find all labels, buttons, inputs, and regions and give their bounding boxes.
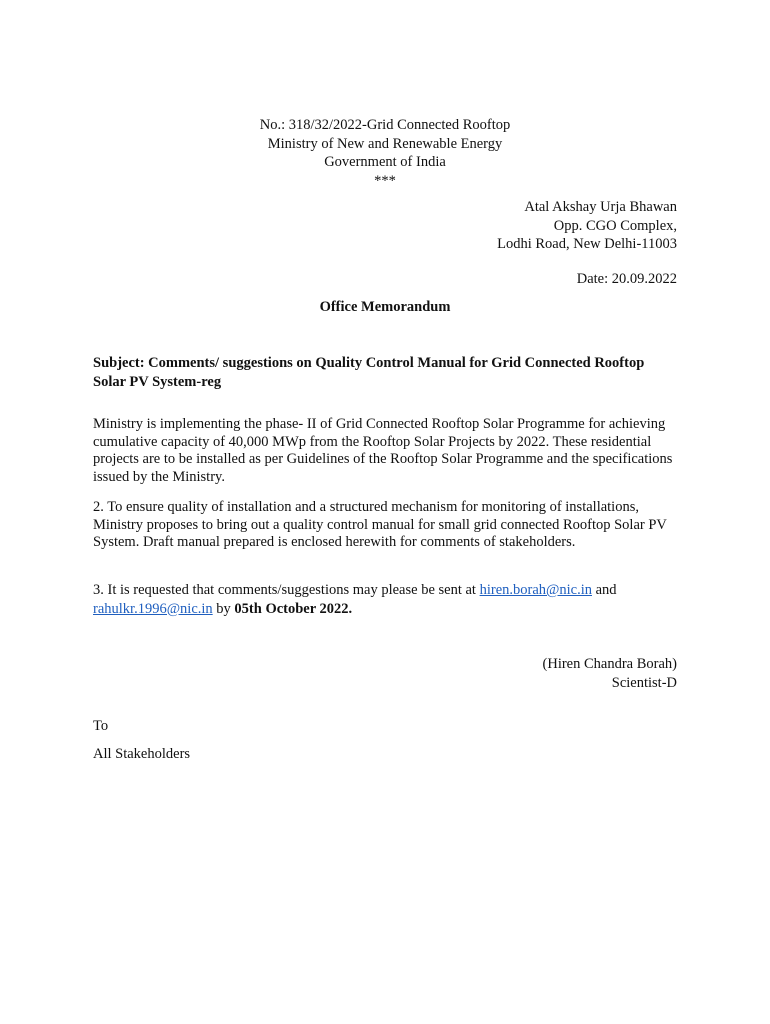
government-name: Government of India [324,154,446,170]
to-label: To [93,718,109,734]
paragraph-3-by: by [212,600,235,617]
signatory-name: (Hiren Chandra Borah) [542,656,677,672]
email-link-hiren[interactable]: hiren.borah@nic.in [479,582,592,598]
ministry-name: Ministry of New and Renewable Energy [267,135,503,152]
sender-address [497,198,677,254]
header-separator: *** [374,172,396,189]
file-number: No.: 318/32/2022-Grid Connected Rooftop [259,117,511,133]
paragraph-2: 2. To ensure quality of installation and a structured mechanism for monitoring of installations, Ministry proposes to bring out a quality control manual for small grid connected Rooftop Solar PV System. Draft manual prepared is enclosed herewith for comments of stakeholders. [93,499,667,550]
paragraph-3-and: and [592,582,617,598]
recipient-addressee: All Stakeholders [93,746,191,762]
email-link-rahul[interactable]: rahulkr.1996@nic.in [93,600,213,617]
memo-title: Office Memorandum [319,299,451,315]
paragraph-3-intro: 3. It is requested that comments/suggestions may please be sent at [93,582,480,598]
signature-block [543,655,677,692]
address-line-1: Atal Akshay Urja Bhawan [524,199,677,215]
paragraph-1: Ministry is implementing the phase- II of Grid Connected Rooftop Solar Programme for achieving cumulative capacity of 40,000 MWp from the Rooftop Solar Projects by 2022. These residential projects are to be installed as per Guidelines of the Rooftop Solar Programme and the specifications issued by the Ministry. [93,416,673,485]
address-line-3: Lodhi Road, New Delhi-11003 [497,236,677,252]
signatory-designation: Scientist-D [611,674,677,691]
paragraph-3 [93,581,683,618]
document-date: Date: 20.09.2022 [576,271,677,287]
subject-line: Subject: Comments/ suggestions on Quality Control Manual for Grid Connected Rooftop Solar PV System-reg [93,355,645,390]
address-line-2: Opp. CGO Complex, [553,217,677,234]
deadline-date: 05th October 2022. [234,600,353,617]
document-header [0,116,770,190]
